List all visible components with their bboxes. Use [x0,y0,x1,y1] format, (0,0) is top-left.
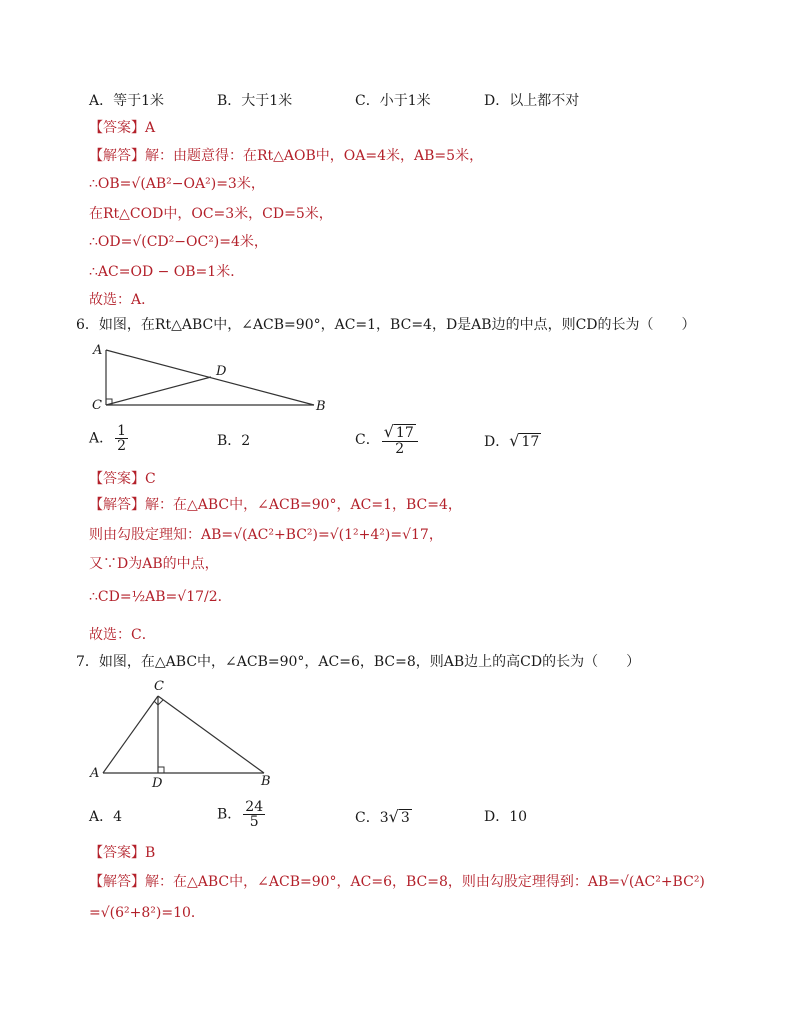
q6-solution-line-1: 【解答】解：在△ABC中，∠ACB=90°，AC=1，BC=4， [89,497,462,513]
q7-figure [88,676,288,794]
q6-figure [88,338,338,418]
q6-label-a: A [93,343,103,358]
q6-label-d: D [216,364,227,379]
q6-options [89,424,689,464]
q7-option-b-fraction: $\frac{24}{5}$ [245,799,264,830]
q5-answer: 【答案】A [89,120,156,136]
q5-option-a: A．等于1米 [89,93,165,109]
q6-option-c-fraction: $\frac{√ 17}{2}$ [382,424,418,456]
q6-label-c: C [92,398,102,413]
q6-option-a: A． $\frac{1}{2}$ [89,423,127,454]
q5-solution-line-6: 故选：A． [89,292,156,308]
q6-option-b: B．2 [217,433,251,449]
q6-solution-line-4: ∴CD=½AB=√17/2． [89,589,232,605]
q7-option-c: C．3√ 3 [355,807,410,826]
q6-solution-line-2: 则由勾股定理知：AB=√(AC²+BC²)=√(1²+4²)=√17， [89,527,443,543]
q5-solution-line-1: 【解答】解：由题意得：在Rt△AOB中，OA=4米，AB=5米， [89,148,484,164]
q7-option-d: D．10 [484,809,528,825]
q5-options [89,91,689,131]
q5-option-d: D．以上都不对 [484,93,580,109]
q5-solution-line-3: 在Rt△COD中，OC=3米，CD=5米， [89,206,333,222]
q6-option-c: C． $\frac{√ 17}{2}$ [355,424,420,456]
q6-option-a-fraction: $\frac{1}{2}$ [117,423,127,454]
q7-solution-line-2: =√(6²+8²)=10． [89,905,205,921]
q6-question: 6．如图，在Rt△ABC中，∠ACB=90°，AC=1，BC=4，D是AB边的中点，则CD的长为（ ） [76,317,696,333]
q7-option-b: B． $\frac{24}{5}$ [217,799,264,830]
q7-option-a: A．4 [89,809,123,825]
q6-solution-line-3: 又∵D为AB的中点， [89,556,219,572]
q5-option-b: B．大于1米 [217,93,293,109]
q7-label-c: C [154,679,164,694]
q7-options [89,800,689,840]
q6-answer: 【答案】C [89,471,156,487]
q7-answer: 【答案】B [89,845,156,861]
q7-label-b: B [261,774,271,789]
q6-solution-line-5: 故选：C． [89,627,156,643]
q7-solution-line-1: 【解答】解：在△ABC中，∠ACB=90°，AC=6，BC=8，则由勾股定理得到：AB=√(AC²+BC²) [89,874,705,890]
q5-option-c: C．小于1米 [355,93,431,109]
q7-label-a: A [90,766,100,781]
q6-option-d: D．√ 17 [484,431,540,450]
q6-label-b: B [316,399,326,414]
q5-solution-line-2: ∴OB=√(AB²−OA²)=3米， [89,176,265,192]
q5-solution-line-4: ∴OD=√(CD²−OC²)=4米， [89,234,268,250]
q5-solution-line-5: ∴AC=OD − OB=1米． [89,264,245,280]
q7-label-d: D [152,776,163,791]
q7-question: 7．如图，在△ABC中，∠ACB=90°，AC=6，BC=8，则AB边上的高CD的长为（ ） [76,654,641,670]
